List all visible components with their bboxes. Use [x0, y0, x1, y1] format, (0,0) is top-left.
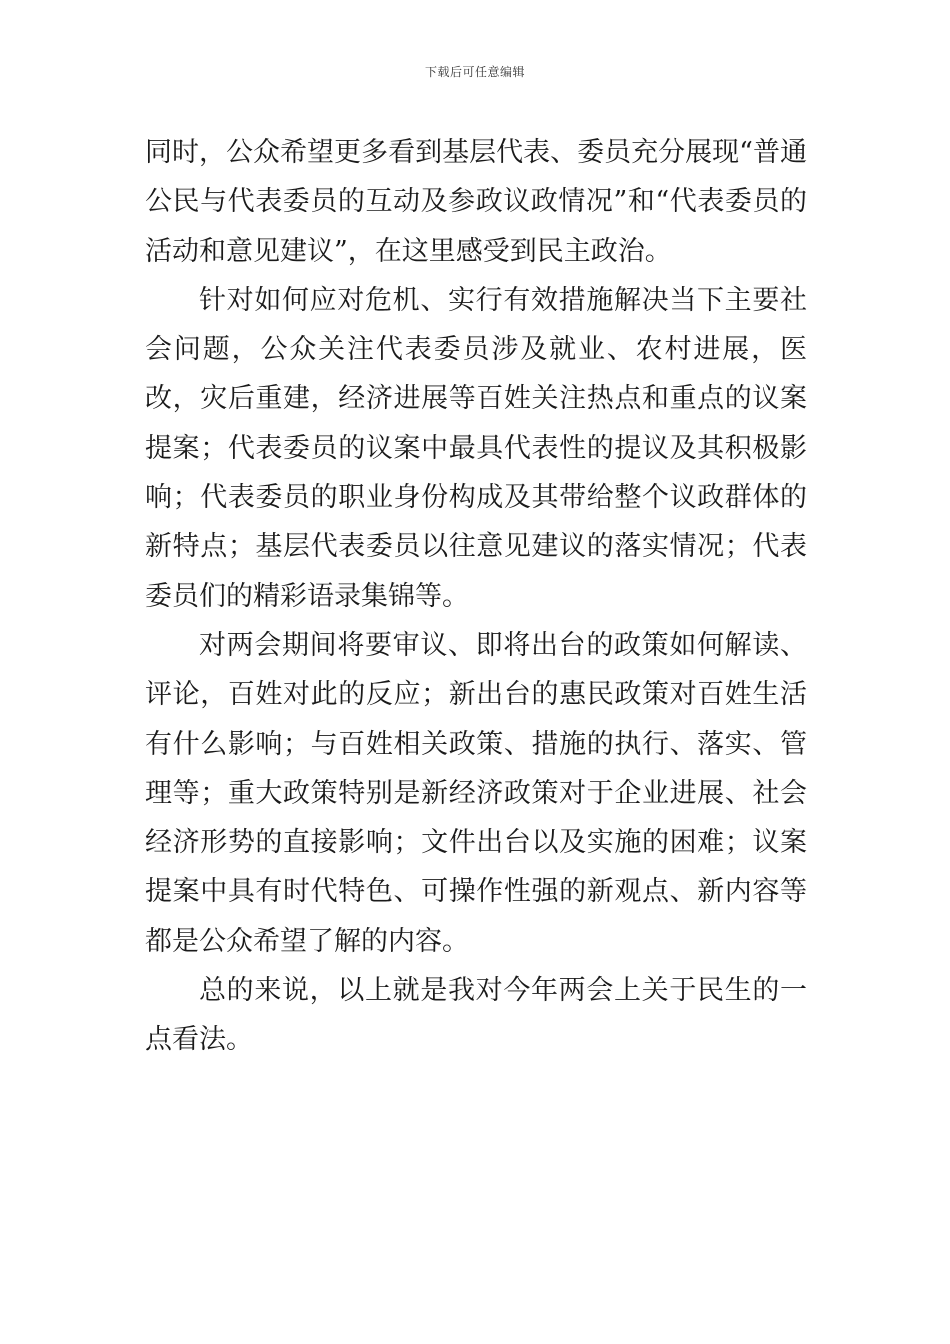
paragraph-1: 同时，公众希望更多看到基层代表、委员充分展现“普通公民与代表委员的互动及参政议政情况”和“代表委员的活动和意见建议”，在这里感受到民主政治。	[145, 137, 807, 267]
document-body	[145, 128, 807, 1065]
page-header-note: 下载后可任意编辑	[424, 65, 525, 79]
paragraph-2: 针对如何应对危机、实行有效措施解决当下主要社会问题，公众关注代表委员涉及就业、农村进展，医改，灾后重建，经济进展等百姓关注热点和重点的议案提案；代表委员的议案中最具代表性的提议及其积极影响；代表委员的职业身份构成及其带给整个议政群体的新特点；基层代表委员以往意见建议的落实情况；代表委员们的精彩语录集锦等。	[145, 284, 807, 612]
paragraph-4: 总的来说，以上就是我对今年两会上关于民生的一点看法。	[145, 975, 807, 1056]
paragraph-3: 对两会期间将要审议、即将出台的政策如何解读、评论，百姓对此的反应；新出台的惠民政策对百姓生活有什么影响；与百姓相关政策、措施的执行、落实、管理等；重大政策特别是新经济政策对于企业进展、社会经济形势的直接影响；文件出台以及实施的困难；议案提案中具有时代特色、可操作性强的新观点、新内容等都是公众希望了解的内容。	[145, 629, 807, 957]
